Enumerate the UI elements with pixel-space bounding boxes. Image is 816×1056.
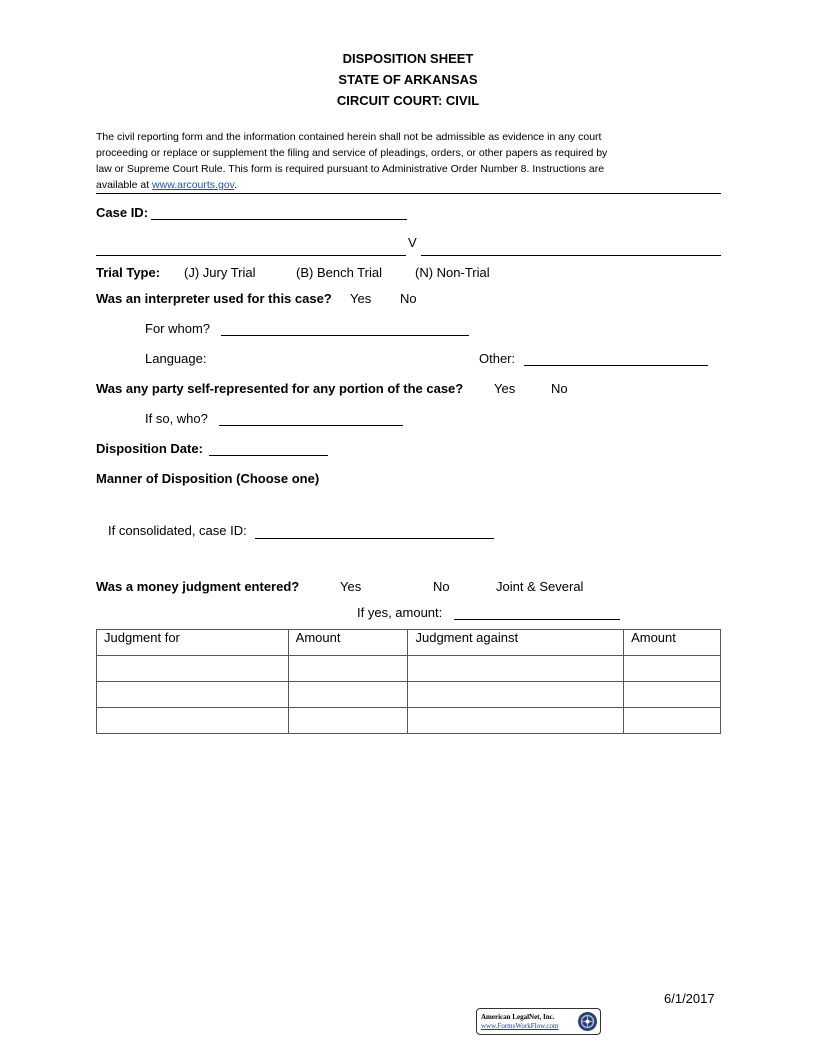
versus-label: V — [408, 235, 417, 250]
header-judgment-for: Judgment for — [97, 630, 289, 656]
notice-paragraph — [96, 129, 616, 193]
table-cell[interactable] — [408, 682, 624, 708]
for-whom-label: For whom? — [145, 321, 211, 336]
notice-end: . — [234, 179, 238, 191]
if-so-who-field[interactable] — [219, 425, 403, 426]
form-revision-date: 6/1/2017 — [664, 991, 715, 1006]
table-cell[interactable] — [624, 708, 721, 734]
for-whom-field[interactable] — [221, 335, 469, 336]
amount-label: If yes, amount: — [357, 605, 443, 620]
other-language-field[interactable] — [524, 365, 708, 366]
form-court: CIRCUIT COURT: CIVIL — [336, 93, 480, 108]
self-rep-yes[interactable]: Yes — [494, 381, 516, 396]
other-language-label: Other: — [479, 351, 516, 366]
consolidated-label: If consolidated, case ID: — [108, 523, 247, 538]
case-id-field[interactable] — [151, 219, 407, 220]
interpreter-no[interactable]: No — [400, 291, 417, 306]
amount-field[interactable] — [454, 619, 620, 620]
if-so-who-label: If so, who? — [145, 411, 208, 426]
money-judgment-no[interactable]: No — [433, 579, 450, 594]
manner-of-disposition-label: Manner of Disposition (Choose one) — [96, 471, 320, 486]
table-header-row — [97, 630, 721, 656]
header-amount-against: Amount — [624, 630, 721, 656]
table-row — [97, 682, 721, 708]
money-judgment-yes[interactable]: Yes — [340, 579, 362, 594]
table-row — [97, 656, 721, 682]
trial-type-label: Trial Type: — [96, 265, 161, 280]
interpreter-yes[interactable]: Yes — [350, 291, 372, 306]
consolidated-case-id-field[interactable] — [255, 538, 494, 539]
table-cell[interactable] — [624, 656, 721, 682]
table-row — [97, 708, 721, 734]
american-legalnet-logo[interactable] — [476, 1008, 601, 1035]
language-label: Language: — [145, 351, 207, 366]
divider — [96, 193, 721, 194]
self-rep-question: Was any party self-represented for any portion of the case? — [96, 381, 464, 396]
disposition-date-label: Disposition Date: — [96, 441, 203, 456]
header-judgment-against: Judgment against — [408, 630, 624, 656]
table-cell[interactable] — [624, 682, 721, 708]
logo-company-name: American LegalNet, Inc. — [481, 1013, 555, 1021]
globe-icon — [577, 1011, 598, 1032]
case-id-label: Case ID: — [96, 205, 149, 220]
money-judgment-joint-several[interactable]: Joint & Several — [496, 579, 584, 594]
form-title: DISPOSITION SHEET — [342, 51, 474, 66]
money-judgment-question: Was a money judgment entered? — [96, 579, 300, 594]
self-rep-no[interactable]: No — [551, 381, 568, 396]
form-state: STATE OF ARKANSAS — [338, 72, 478, 87]
table-cell[interactable] — [97, 656, 289, 682]
judgment-table — [96, 629, 721, 734]
header-amount-for: Amount — [288, 630, 408, 656]
table-cell[interactable] — [97, 708, 289, 734]
table-cell[interactable] — [408, 708, 624, 734]
trial-type-non-trial[interactable]: (N) Non-Trial — [415, 265, 490, 280]
notice-text: The civil reporting form and the information contained herein shall not be admissible as evidence in any court proceeding or replace or supplement the filing and service of pleadings, orders, or other papers as required by law or Supreme Court Rule. This form is required pursuant to Administrative Order Number 8. Instructions are available at — [96, 131, 608, 191]
table-cell[interactable] — [408, 656, 624, 682]
interpreter-question: Was an interpreter used for this case? — [96, 291, 332, 306]
plaintiff-field[interactable] — [96, 255, 406, 256]
logo-website: www.FormsWorkFlow.com — [481, 1022, 559, 1030]
table-cell[interactable] — [288, 656, 408, 682]
defendant-field[interactable] — [421, 255, 721, 256]
trial-type-jury[interactable]: (J) Jury Trial — [184, 265, 256, 280]
table-cell[interactable] — [97, 682, 289, 708]
table-cell[interactable] — [288, 708, 408, 734]
table-cell[interactable] — [288, 682, 408, 708]
arcourts-link[interactable]: www.arcourts.gov — [152, 179, 235, 191]
trial-type-bench[interactable]: (B) Bench Trial — [296, 265, 382, 280]
disposition-date-field[interactable] — [209, 455, 328, 456]
